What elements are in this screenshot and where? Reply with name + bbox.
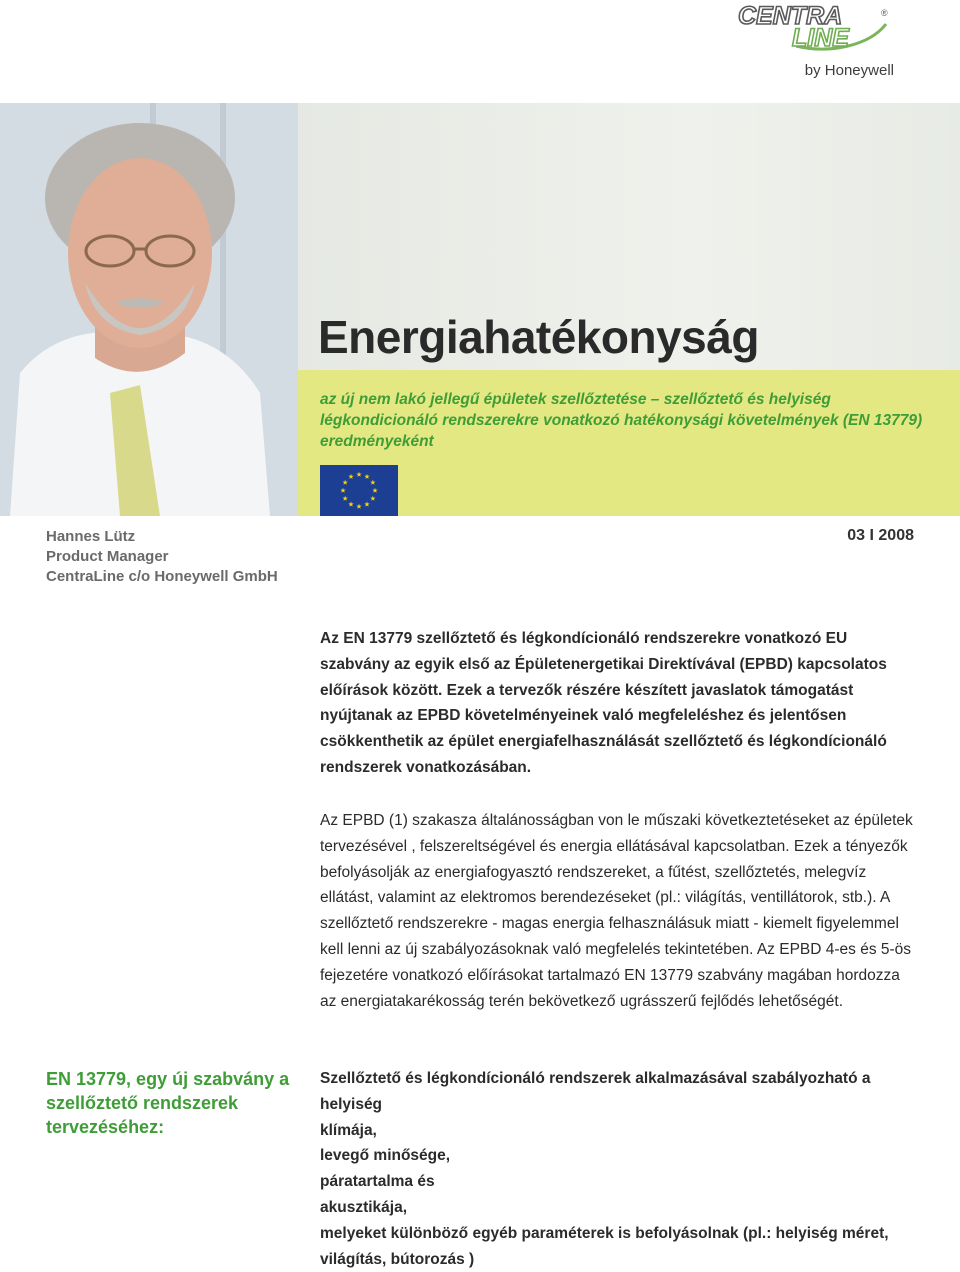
issue-date: 03 I 2008 xyxy=(847,527,914,544)
list-item: világítás, bútorozás ) xyxy=(320,1250,475,1268)
list-item: melyeket különböző egyéb paraméterek is befolyásolnak (pl.: helyiség méret, xyxy=(320,1224,889,1242)
body-paragraph: Az EPBD (1) szakasza általánosságban von le műszaki következtetéseket az épületek tervezésével , felszereltségével és energia ellátásával kapcsolatban. Ezek a tényezők befolyásolják az energiafogyasztó rendszereket, a fűtést, szellőztetés, melegvíz ellátást, valamint az elektromos berendezéseket (pl.: világítás, ventillátorok, stb.). A szellőztető rendszerekre - magas energia felhasználásuk miatt - kiemelt figyelemmel kell lenni az új szabályozásoknak való megfelelés tekintetében. Az EPBD 4-es és 5-ös fejezetére vonatkozó előírásokat tartalmazó EN 13779 szabvány magában hordozza az energiatakarékosság terén bekövetkező ugrásszerű fejlődés lehetőségét. xyxy=(320,812,913,1010)
list-item: Szellőztető és légkondícionáló rendszerek alkalmazásával szabályozható a xyxy=(320,1070,871,1087)
author-block xyxy=(46,527,278,587)
page-subtitle: az új nem lakó jellegű épületek szellőztetése – szellőztető és helyiség légkondicionáló rendszerekre vonatkozó hatékonysági követelmények (EN 13779) eredményeként xyxy=(320,391,923,450)
section-list xyxy=(320,1066,920,1272)
author-name: Hannes Lütz xyxy=(46,528,136,545)
list-item: klímája, xyxy=(320,1121,377,1139)
list-item: levegő minősége, xyxy=(320,1147,451,1165)
author-role: Product Manager xyxy=(46,548,169,565)
centraline-logo-mark xyxy=(734,2,894,62)
logo-brand-line2: LINE xyxy=(792,24,849,52)
author-company: CentraLine c/o Honeywell GmbH xyxy=(46,568,278,585)
registered-mark: ® xyxy=(881,8,888,18)
portrait-illustration xyxy=(0,103,298,516)
list-item: páratartalma és xyxy=(320,1173,435,1191)
list-item: akusztikája, xyxy=(320,1198,408,1216)
logo-brand-line1: CENTRA xyxy=(738,2,843,30)
eu-flag-icon xyxy=(320,465,398,516)
lead-paragraph: Az EN 13779 szellőztető és légkondícionáló rendszerekre vonatkozó EU szabvány az egyik első az Épületenergetikai Direktívával (EPBD) kapcsolatos előírások között. Ezek a tervezők részére készített javaslatok támogatást nyújtanak az EPBD követelményeinek való megfeleléshez és jelentősen csökkenthetik az épület energiafelhasználását szellőztető és légkondícionáló rendszerek vonatkozásában. xyxy=(320,630,887,776)
centraline-logo xyxy=(734,2,894,82)
author-photo xyxy=(0,103,298,516)
logo-byline: by Honeywell xyxy=(804,62,894,79)
page-title: Energiahatékonyság xyxy=(318,311,759,363)
list-item: helyiség xyxy=(320,1095,383,1113)
section-heading: EN 13779, egy új szabvány a szellőztető rendszerek tervezéséhez: xyxy=(46,1069,290,1137)
